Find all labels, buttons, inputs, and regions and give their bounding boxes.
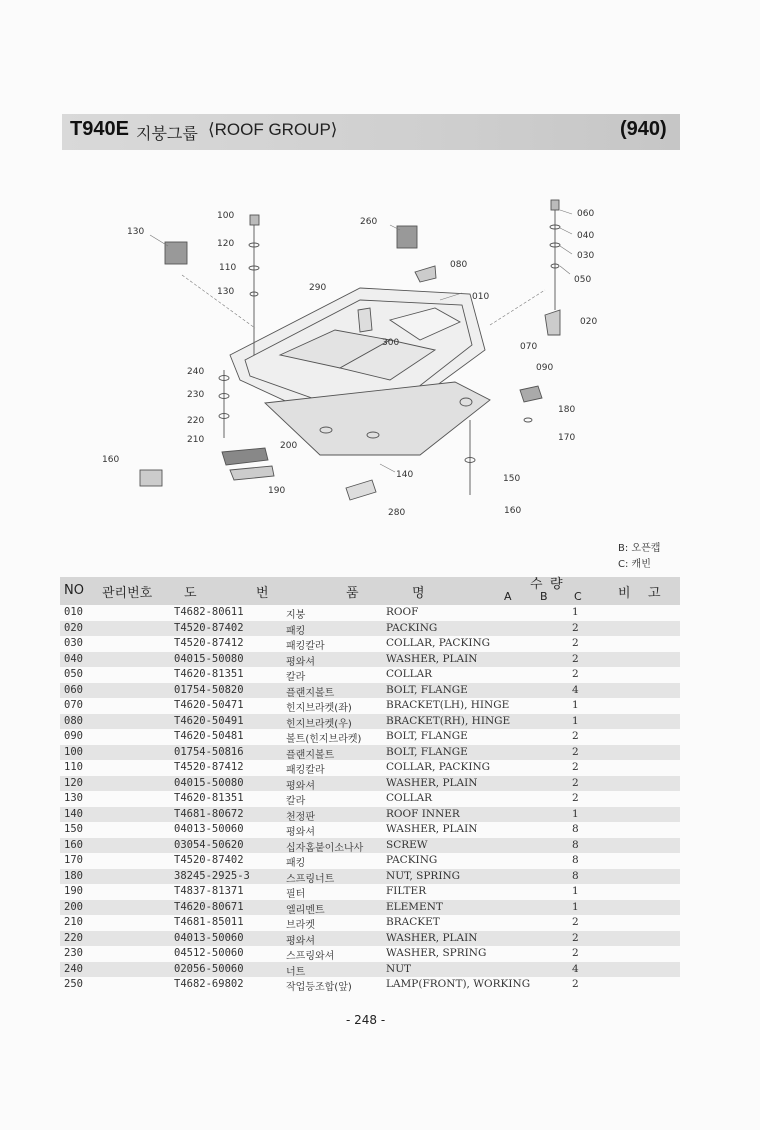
table-row: 110 T4520-87412 패킹칼라 COLLAR, PACKING 2 [64, 761, 579, 776]
callout: 180 [558, 405, 576, 415]
callout: 040 [577, 231, 595, 241]
callout: 010 [472, 292, 490, 302]
header-mgmt-no: 관리번호 [102, 586, 153, 601]
header-qty-b: B [540, 590, 548, 603]
callout: 060 [577, 209, 595, 219]
header-name-1: 품 [346, 586, 359, 601]
header-drawing-2: 번 [256, 586, 269, 601]
callout: 190 [268, 486, 286, 496]
header-no: NO [64, 583, 84, 598]
quantity-legend [618, 541, 660, 573]
callout: 300 [382, 338, 400, 348]
callout: 090 [536, 363, 554, 373]
callout: 160 [102, 455, 120, 465]
callout: 100 [217, 211, 235, 221]
parts-table-header [60, 577, 680, 605]
legend-c: C: 캐빈 [618, 559, 651, 570]
table-row: 170 T4520-87402 패킹 PACKING 8 [64, 854, 579, 869]
table-row: 060 01754-50820 플랜지볼트 BOLT, FLANGE 4 [60, 683, 680, 699]
header-remark-2: 고 [648, 586, 661, 601]
table-row: 010 T4682-80611 지붕 ROOF 1 [64, 606, 579, 621]
table-row: 210 T4681-85011 브라켓 BRACKET 2 [64, 916, 579, 931]
callout: 120 [217, 239, 235, 249]
callout: 080 [450, 260, 468, 270]
roof-group-drawing [90, 190, 650, 525]
table-row: 180 38245-2925-3 스프링너트 NUT, SPRING 8 [60, 869, 680, 885]
header-name-2: 명 [412, 586, 425, 601]
table-row: 220 04013-50060 평와셔 WASHER, PLAIN 2 [60, 931, 680, 947]
callout: 140 [396, 470, 414, 480]
legend-b: B: 오픈캡 [618, 543, 661, 554]
callout: 220 [187, 416, 205, 426]
table-row: 190 T4837-81371 필터 FILTER 1 [64, 885, 579, 900]
table-row: 020 T4520-87402 패킹 PACKING 2 [60, 621, 680, 637]
lamp-left-shape [165, 242, 187, 264]
table-row: 250 T4682-69802 작업등조합(앞) LAMP(FRONT), WORKING 2 [64, 978, 579, 993]
table-row: 090 T4620-50481 볼트(힌지브라켓) BOLT, FLANGE 2 [64, 730, 579, 745]
table-row: 030 T4520-87412 패킹칼라 COLLAR, PACKING 2 [64, 637, 579, 652]
callout: 020 [580, 317, 598, 327]
model-title: T940E [70, 118, 129, 140]
callout: 230 [187, 390, 205, 400]
header-qty-1: 수 [530, 577, 543, 592]
callout: 150 [503, 474, 521, 484]
callout: 280 [388, 508, 406, 518]
table-row: 080 T4620-50491 힌지브라켓(우) BRACKET(RH), HINGE 1 [60, 714, 680, 730]
callout: 170 [558, 433, 576, 443]
callout: 130 [217, 287, 235, 297]
callout: 290 [309, 283, 327, 293]
group-title-korean: 지붕그룹 [136, 124, 198, 143]
callout: 070 [520, 342, 538, 352]
table-row: 040 04015-50080 평와셔 WASHER, PLAIN 2 [60, 652, 680, 668]
callout: 110 [219, 263, 237, 273]
page-number: - 248 - [346, 1013, 386, 1027]
callout: 210 [187, 435, 205, 445]
table-row: 240 02056-50060 너트 NUT 4 [60, 962, 680, 978]
header-qty-c: C [574, 590, 582, 603]
table-row: 100 01754-50816 플랜지볼트 BOLT, FLANGE 2 [60, 745, 680, 761]
header-qty-2: 량 [550, 577, 563, 592]
table-row: 120 04015-50080 평와셔 WASHER, PLAIN 2 [60, 776, 680, 792]
group-title-english: ⟨ROOF GROUP⟩ [208, 120, 338, 139]
header-remark-1: 비 [618, 586, 631, 601]
table-row: 200 T4620-80671 엘리멘트 ELEMENT 1 [60, 900, 680, 916]
exploded-parts-diagram [90, 190, 650, 525]
callout: 030 [577, 251, 595, 261]
callout: 050 [574, 275, 592, 285]
header-drawing-1: 도 [184, 586, 197, 601]
callout: 160 [504, 506, 522, 516]
callout: 130 [127, 227, 145, 237]
group-code: (940) [620, 118, 667, 140]
header-qty-a: A [504, 590, 512, 603]
table-row: 050 T4620-81351 칼라 COLLAR 2 [64, 668, 579, 683]
table-row: 140 T4681-80672 천정판 ROOF INNER 1 [60, 807, 680, 823]
callout: 240 [187, 367, 205, 377]
callout: 260 [360, 217, 378, 227]
table-row: 130 T4620-81351 칼라 COLLAR 2 [64, 792, 579, 807]
table-row: 160 03054-50620 십자홈붙이소나사 SCREW 8 [60, 838, 680, 854]
table-row: 230 04512-50060 스프링와셔 WASHER, SPRING 2 [64, 947, 579, 962]
parts-table-body [60, 605, 680, 993]
table-row: 070 T4620-50471 힌지브라켓(좌) BRACKET(LH), HINGE 1 [64, 699, 579, 714]
lamp-right-shape [397, 226, 417, 248]
table-row: 150 04013-50060 평와셔 WASHER, PLAIN 8 [64, 823, 579, 838]
callout: 200 [280, 441, 298, 451]
